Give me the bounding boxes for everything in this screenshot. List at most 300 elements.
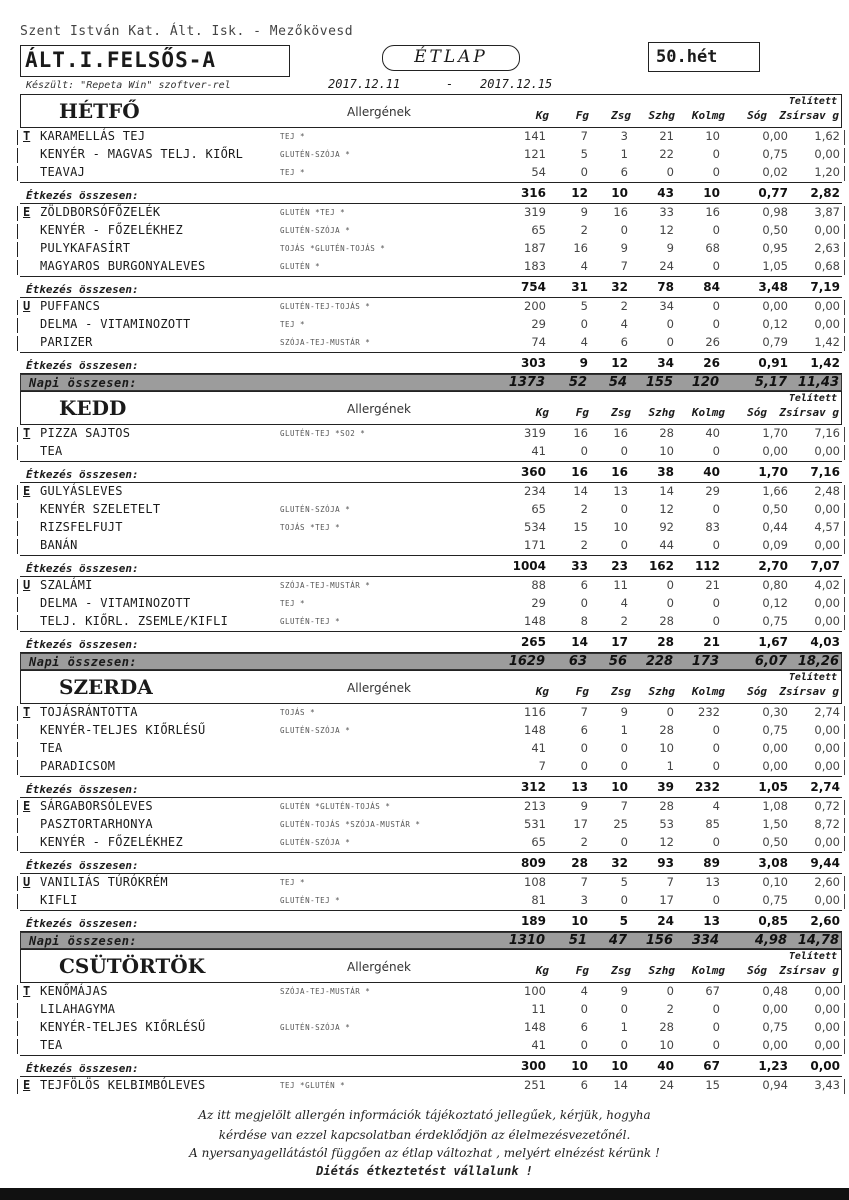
nutrient-value: 0,00	[762, 1038, 788, 1052]
nutrient-value: 0	[712, 1020, 720, 1034]
unit-label: Fg	[575, 685, 589, 698]
nutrient-value: 68	[705, 241, 720, 255]
nutrient-value: 0	[620, 893, 628, 907]
nutrient-value: 4,57	[814, 520, 840, 534]
meal-total-value: 32	[611, 856, 628, 870]
meal-total-value: 2,82	[810, 186, 840, 200]
dish-name: PUFFANCS	[40, 299, 101, 313]
row-left-rule	[17, 1039, 18, 1054]
day-name: KEDD	[59, 396, 127, 420]
daily-total-label: Napi összesen:	[29, 376, 138, 390]
meal-total-value: 112	[694, 559, 720, 573]
dish-name: TEA	[40, 444, 63, 458]
meal-total-value: 3,48	[758, 280, 788, 294]
menu-item-row	[20, 577, 842, 595]
nutrient-value: 6	[620, 335, 628, 349]
dish-name: DELMA - VITAMINOZOTT	[40, 596, 191, 610]
nutrient-value: 0,75	[762, 723, 788, 737]
footer-line-3: A nyersanyagellátástól függően az étlap változhat , melyért elnézést kérünk !	[189, 1146, 660, 1160]
row-right-rule	[844, 148, 845, 163]
nutrient-value: 13	[613, 484, 628, 498]
school-name: Szent István Kat. Ált. Isk. - Mezőkövesd	[20, 24, 354, 39]
footer-line-4: Diétás étkeztetést vállalunk !	[316, 1164, 533, 1178]
nutrient-value: 0,00	[814, 317, 840, 331]
nutrient-value: 0,44	[762, 520, 788, 534]
nutrient-value: 92	[659, 520, 674, 534]
nutrient-value: 319	[524, 426, 546, 440]
meal-total-value: 26	[703, 356, 720, 370]
page-title: ÉTLAP	[414, 47, 488, 67]
nutrient-value: 4	[580, 259, 588, 273]
nutrient-value: 9	[666, 241, 674, 255]
meal-total-label: Étkezés összesen:	[26, 783, 139, 796]
nutrient-value: 65	[531, 223, 546, 237]
row-left-rule	[17, 985, 18, 1000]
daily-total-value: 54	[608, 375, 627, 390]
nutrient-value: 0	[712, 223, 720, 237]
row-left-rule	[17, 742, 18, 757]
week-number: 50.hét	[656, 47, 718, 67]
menu-item-row	[20, 519, 842, 537]
unit-label: Fg	[575, 109, 589, 122]
menu-item-row	[20, 983, 842, 1001]
meal-total-value: 40	[657, 1059, 674, 1073]
meal-total-value: 24	[657, 914, 674, 928]
dish-name: TELJ. KIŐRL. ZSEMLE/KIFLI	[40, 614, 229, 628]
nutrient-value: 29	[705, 484, 720, 498]
nutrient-value: 3,87	[814, 205, 840, 219]
menu-item-row	[20, 892, 842, 910]
nutrient-value: 3,43	[814, 1078, 840, 1092]
unit-label: Szhg	[648, 406, 675, 419]
row-left-rule	[17, 445, 18, 460]
row-right-rule	[844, 503, 845, 518]
menu-item-row	[20, 334, 842, 352]
daily-total-value: 1629	[508, 654, 545, 669]
meal-total-value: 189	[520, 914, 546, 928]
nutrient-value: 2	[620, 614, 628, 628]
daily-total-value: 1373	[508, 375, 545, 390]
meal-code: T	[23, 426, 31, 440]
meal-total-value: 34	[657, 356, 674, 370]
nutrient-value: 0,95	[762, 241, 788, 255]
dish-allergens: GLUTÉN *	[280, 262, 321, 271]
menu-table	[20, 94, 842, 1095]
nutrient-value: 1,70	[762, 426, 788, 440]
meal-total-value: 0,00	[810, 1059, 840, 1073]
meal-total-value: 10	[611, 186, 628, 200]
day-header	[20, 94, 842, 128]
dish-name: VANILIÁS TÚRÓKRÉM	[40, 875, 168, 889]
nutrient-value: 3	[580, 893, 588, 907]
unit-label: Szhg	[648, 964, 675, 977]
dish-allergens: TEJ *GLUTÉN *	[280, 1081, 346, 1090]
nutrient-value: 2,63	[814, 241, 840, 255]
unit-label: Zsírsav g	[779, 685, 839, 698]
meal-total-value: 7,16	[810, 465, 840, 479]
nutrient-value: 5	[620, 875, 628, 889]
nutrient-value: 5	[580, 147, 588, 161]
dish-name: TEA	[40, 741, 63, 755]
nutrient-value: 40	[705, 426, 720, 440]
nutrient-value: 15	[705, 1078, 720, 1092]
daily-total-value: 63	[568, 654, 587, 669]
nutrient-value: 16	[705, 205, 720, 219]
nutrient-value: 21	[659, 129, 674, 143]
nutrient-value: 0,30	[762, 705, 788, 719]
nutrient-value: 0,00	[814, 538, 840, 552]
nutrient-value: 0,75	[762, 893, 788, 907]
dish-allergens: GLUTÉN-TEJ *	[280, 896, 341, 905]
nutrient-value: 4	[580, 984, 588, 998]
row-right-rule	[844, 876, 845, 891]
meal-total-value: 162	[648, 559, 674, 573]
row-left-rule	[17, 148, 18, 163]
dish-allergens: GLUTÉN-TEJ-TOJÁS *	[280, 302, 371, 311]
dish-allergens: GLUTÉN *TEJ *	[280, 208, 346, 217]
row-right-rule	[844, 615, 845, 630]
row-right-rule	[844, 818, 845, 833]
date-from: 2017.12.11	[328, 77, 401, 91]
meal-total-label: Étkezés összesen:	[26, 917, 139, 930]
nutrient-value: 0,00	[762, 1002, 788, 1016]
row-left-rule	[17, 242, 18, 257]
dish-name: SZALÁMI	[40, 578, 93, 592]
nutrient-value: 0	[580, 1002, 588, 1016]
nutrient-value: 0,00	[762, 129, 788, 143]
meal-total-value: 7,07	[810, 559, 840, 573]
nutrient-value: 2	[580, 223, 588, 237]
nutrient-value: 24	[659, 259, 674, 273]
row-right-rule	[844, 427, 845, 442]
allergens-header: Allergének	[347, 681, 411, 695]
row-left-rule	[17, 336, 18, 351]
nutrient-value: 28	[659, 1020, 674, 1034]
nutrient-value: 15	[573, 520, 588, 534]
nutrient-value: 148	[524, 614, 546, 628]
nutrient-value: 0,00	[814, 723, 840, 737]
nutrient-value: 0,50	[762, 223, 788, 237]
unit-label: Sóg	[747, 406, 767, 419]
nutrient-value: 16	[613, 426, 628, 440]
meal-total-value: 1,42	[810, 356, 840, 370]
dish-name: KENYÉR - MAGVAS TELJ. KIŐRL	[40, 147, 244, 161]
daily-total-value: 228	[645, 654, 673, 669]
nutrient-value: 0	[620, 835, 628, 849]
dish-allergens: TOJÁS *GLUTÉN-TOJÁS *	[280, 244, 386, 253]
nutrient-value: 251	[524, 1078, 546, 1092]
nutrient-value: 0	[712, 317, 720, 331]
nutrient-value: 6	[580, 578, 588, 592]
row-right-rule	[844, 760, 845, 775]
meal-total-value: 31	[571, 280, 588, 294]
unit-label: Zsg	[611, 964, 631, 977]
nutrient-value: 0,00	[814, 984, 840, 998]
menu-item-row	[20, 1001, 842, 1019]
nutrient-value: 28	[659, 799, 674, 813]
daily-total-row	[20, 653, 842, 670]
row-left-rule	[17, 1079, 18, 1094]
daily-total-row	[20, 932, 842, 949]
nutrient-value: 7,16	[814, 426, 840, 440]
menu-item-row	[20, 740, 842, 758]
nutrient-value: 0	[712, 759, 720, 773]
menu-item-row	[20, 1077, 842, 1095]
meal-total-value: 10	[611, 1059, 628, 1073]
nutrient-value: 34	[659, 299, 674, 313]
nutrient-value: 0	[580, 596, 588, 610]
row-right-rule	[844, 539, 845, 554]
nutrient-value: 0	[712, 835, 720, 849]
nutrient-value: 1,66	[762, 484, 788, 498]
nutrient-value: 0	[712, 538, 720, 552]
meal-total-value: 265	[520, 635, 546, 649]
dish-name: MAGYAROS BURGONYALEVES	[40, 259, 206, 273]
row-left-rule	[17, 1021, 18, 1036]
nutrient-value: 65	[531, 502, 546, 516]
row-right-rule	[844, 224, 845, 239]
menu-item-row	[20, 798, 842, 816]
nutrient-value: 41	[531, 1038, 546, 1052]
nutrient-value: 22	[659, 147, 674, 161]
nutrient-value: 0,09	[762, 538, 788, 552]
dish-name: SÁRGABORSÓLEVES	[40, 799, 153, 813]
dish-name: RIZSFELFUJT	[40, 520, 123, 534]
day-section	[20, 391, 842, 670]
unit-label: Fg	[575, 964, 589, 977]
dish-name: TEAVAJ	[40, 165, 86, 179]
meal-total-value: 16	[611, 465, 628, 479]
dish-name: TEA	[40, 1038, 63, 1052]
nutrient-value: 12	[659, 835, 674, 849]
day-header	[20, 391, 842, 425]
dish-allergens: SZÓJA-TEJ-MUSTÁR *	[280, 338, 371, 347]
row-right-rule	[844, 894, 845, 909]
meal-total-values	[20, 276, 842, 298]
nutrient-value: 0	[712, 502, 720, 516]
row-right-rule	[844, 130, 845, 145]
nutrient-value: 0,00	[762, 759, 788, 773]
daily-total-value: 14,78	[797, 933, 839, 948]
nutrient-value: 0,00	[814, 741, 840, 755]
nutrient-value: 16	[613, 205, 628, 219]
dish-name: KENŐMÁJAS	[40, 984, 108, 998]
meal-code: T	[23, 705, 31, 719]
nutrient-value: 2,74	[814, 705, 840, 719]
meal-total-values	[20, 910, 842, 932]
nutrient-value: 1	[620, 147, 628, 161]
daily-total-label: Napi összesen:	[29, 655, 138, 669]
nutrient-value: 13	[705, 875, 720, 889]
nutrient-value: 0	[580, 759, 588, 773]
nutrient-value: 16	[573, 426, 588, 440]
nutrient-value: 4	[712, 799, 720, 813]
nutrient-value: 2,60	[814, 875, 840, 889]
meal-total-value: 1,23	[758, 1059, 788, 1073]
nutrient-value: 0	[712, 444, 720, 458]
meal-total-value: 3,08	[758, 856, 788, 870]
nutrient-value: 8,72	[814, 817, 840, 831]
nutrient-value: 0	[712, 1038, 720, 1052]
meal-total-value: 12	[571, 186, 588, 200]
unit-label: Kolmg	[691, 109, 725, 122]
nutrient-value: 4	[580, 335, 588, 349]
daily-total-value: 1310	[508, 933, 545, 948]
nutrient-value: 3	[620, 129, 628, 143]
nutrient-value: 67	[705, 984, 720, 998]
meal-total-value: 0,91	[758, 356, 788, 370]
nutrient-value: 0,00	[814, 299, 840, 313]
meal-total-label: Étkezés összesen:	[26, 638, 139, 651]
menu-item-row	[20, 874, 842, 892]
dish-name: PARIZER	[40, 335, 93, 349]
nutrient-value: 0	[580, 165, 588, 179]
meal-total-value: 312	[520, 780, 546, 794]
nutrient-value: 1,42	[814, 335, 840, 349]
nutrient-value: 11	[531, 1002, 546, 1016]
nutrient-value: 21	[705, 578, 720, 592]
dish-allergens: SZÓJA-TEJ-MUSTÁR *	[280, 581, 371, 590]
meal-total-value: 10	[703, 186, 720, 200]
dish-allergens: TOJÁS *TEJ *	[280, 523, 341, 532]
dish-allergens: GLUTÉN *GLUTÉN-TOJÁS *	[280, 802, 391, 811]
nutrient-value: 2,48	[814, 484, 840, 498]
nutrient-value: 1,05	[762, 259, 788, 273]
dish-allergens: GLUTÉN-SZÓJA *	[280, 838, 351, 847]
nutrient-value: 25	[613, 817, 628, 831]
nutrient-value: 0,00	[814, 502, 840, 516]
dish-name: KENYÉR - FŐZELÉKHEZ	[40, 223, 183, 237]
meal-total-value: 4,03	[810, 635, 840, 649]
date-separator: -	[446, 77, 454, 91]
saturated-header: Telített	[788, 672, 837, 683]
nutrient-value: 0,48	[762, 984, 788, 998]
meal-total-value: 32	[611, 280, 628, 294]
row-left-rule	[17, 706, 18, 721]
meal-total-value: 78	[657, 280, 674, 294]
nutrient-value: 0,80	[762, 578, 788, 592]
row-right-rule	[844, 300, 845, 315]
nutrient-value: 10	[659, 444, 674, 458]
row-left-rule	[17, 427, 18, 442]
scan-edge	[0, 1188, 849, 1200]
nutrient-value: 0,75	[762, 614, 788, 628]
footer-line-1: Az itt megjelölt allergén információk tájékoztató jellegűek, kérjük, hogyha	[198, 1108, 651, 1122]
nutrient-value: 4,02	[814, 578, 840, 592]
meal-total-values	[20, 182, 842, 204]
row-right-rule	[844, 336, 845, 351]
row-left-rule	[17, 206, 18, 221]
nutrient-value: 41	[531, 444, 546, 458]
nutrient-value: 0,00	[814, 759, 840, 773]
meal-total-value: 0,85	[758, 914, 788, 928]
row-left-rule	[17, 836, 18, 851]
nutrient-value: 54	[531, 165, 546, 179]
nutrient-value: 4	[620, 596, 628, 610]
menu-item-row	[20, 595, 842, 613]
daily-total-value: 52	[568, 375, 587, 390]
menu-item-row	[20, 258, 842, 276]
nutrient-value: 17	[659, 893, 674, 907]
meal-code: T	[23, 984, 31, 998]
nutrient-value: 6	[580, 1020, 588, 1034]
meal-total-value: 67	[703, 1059, 720, 1073]
meal-total-value: 84	[703, 280, 720, 294]
menu-item-row	[20, 298, 842, 316]
dish-name: KARAMELLÁS TEJ	[40, 129, 146, 143]
row-right-rule	[844, 242, 845, 257]
meal-total-value: 9	[579, 356, 588, 370]
nutrient-value: 28	[659, 614, 674, 628]
nutrient-value: 0	[620, 1038, 628, 1052]
nutrient-value: 200	[524, 299, 546, 313]
menu-item-row	[20, 204, 842, 222]
meal-total-value: 2,60	[810, 914, 840, 928]
nutrient-value: 0	[666, 317, 674, 331]
row-right-rule	[844, 445, 845, 460]
nutrient-value: 1,08	[762, 799, 788, 813]
dish-name: ZÖLDBORSÓFŐZELÉK	[40, 205, 161, 219]
meal-total-value: 10	[571, 914, 588, 928]
nutrient-value: 108	[524, 875, 546, 889]
dish-name: KENYÉR SZELETELT	[40, 502, 161, 516]
unit-label: Sóg	[747, 964, 767, 977]
nutrient-value: 14	[659, 484, 674, 498]
nutrient-value: 6	[580, 723, 588, 737]
dish-name: TEJFÖLÖS KELBIMBÓLEVES	[40, 1078, 206, 1092]
allergens-header: Allergének	[347, 105, 411, 119]
daily-total-value: 155	[645, 375, 673, 390]
unit-label: Szhg	[648, 109, 675, 122]
nutrient-value: 0,00	[814, 444, 840, 458]
meal-total-value: 13	[571, 780, 588, 794]
saturated-header: Telített	[788, 96, 837, 107]
row-left-rule	[17, 894, 18, 909]
day-name: CSÜTÖRTÖK	[59, 954, 206, 978]
nutrient-value: 29	[531, 596, 546, 610]
unit-label: Kg	[535, 964, 549, 977]
nutrient-value: 0,00	[762, 444, 788, 458]
nutrient-value: 0,00	[814, 893, 840, 907]
meal-total-value: 13	[703, 914, 720, 928]
dish-name: KENYÉR-TELJES KIŐRLÉSŰ	[40, 723, 206, 737]
unit-label: Sóg	[747, 109, 767, 122]
meal-code: E	[23, 484, 31, 498]
nutrient-value: 9	[580, 205, 588, 219]
nutrient-value: 0	[580, 1038, 588, 1052]
nutrient-value: 0	[580, 317, 588, 331]
meal-total-values	[20, 852, 842, 874]
dish-name: PIZZA SAJTOS	[40, 426, 131, 440]
row-right-rule	[844, 706, 845, 721]
nutrient-value: 0	[620, 502, 628, 516]
meal-total-value: 1,05	[758, 780, 788, 794]
nutrient-value: 1,62	[814, 129, 840, 143]
nutrient-value: 1,50	[762, 817, 788, 831]
row-left-rule	[17, 130, 18, 145]
nutrient-value: 6	[580, 1078, 588, 1092]
dish-name: DELMA - VITAMINOZOTT	[40, 317, 191, 331]
nutrient-value: 65	[531, 835, 546, 849]
nutrient-value: 53	[659, 817, 674, 831]
meal-code: E	[23, 799, 31, 813]
dish-allergens: GLUTÉN-SZÓJA *	[280, 505, 351, 514]
nutrient-value: 5	[580, 299, 588, 313]
dish-name: GULYÁSLEVES	[40, 484, 123, 498]
nutrient-value: 26	[705, 335, 720, 349]
meal-code: E	[23, 1078, 31, 1092]
nutrient-value: 44	[659, 538, 674, 552]
